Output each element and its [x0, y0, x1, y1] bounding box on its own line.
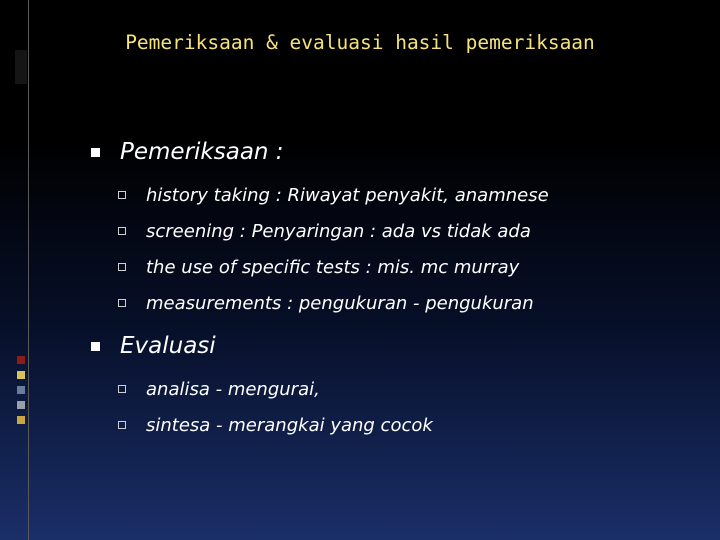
- list-item-text: screening : Penyaringan : ada vs tidak ada: [146, 221, 531, 242]
- left-vertical-rule: [28, 0, 29, 540]
- list-item: [84, 286, 694, 322]
- list-item: [84, 250, 694, 286]
- section-heading-label: Pemeriksaan :: [120, 139, 284, 165]
- list-item-text: the use of specific tests : mis. mc murray: [146, 257, 520, 278]
- list-item-text: measurements : pengukuran - pengukuran: [146, 293, 534, 314]
- list-item-text: history taking : Riwayat penyakit, anamnese: [146, 185, 549, 206]
- section-heading-label: Evaluasi: [120, 333, 216, 359]
- list-item: [84, 214, 694, 250]
- hollow-square-icon: [118, 191, 126, 199]
- list-item: [84, 372, 694, 408]
- sub-bullet-list: [84, 178, 694, 322]
- list-item: [84, 408, 694, 444]
- filled-square-icon: [91, 148, 100, 157]
- filled-square-icon: [91, 342, 100, 351]
- hollow-square-icon: [118, 227, 126, 235]
- list-item: [84, 178, 694, 214]
- list-item-text: analisa - mengurai,: [146, 379, 320, 400]
- accent-square: [17, 416, 25, 424]
- sub-bullet-list: [84, 372, 694, 444]
- hollow-square-icon: [118, 385, 126, 393]
- slide-title: Pemeriksaan & evaluasi hasil pemeriksaan: [125, 31, 595, 54]
- list-item-text: sintesa - merangkai yang cocok: [146, 415, 433, 436]
- accent-block: [15, 50, 27, 84]
- accent-square: [17, 356, 25, 364]
- slide-content: [84, 138, 694, 444]
- accent-square: [17, 386, 25, 394]
- section-heading-pemeriksaan: [84, 138, 694, 166]
- accent-square: [17, 401, 25, 409]
- hollow-square-icon: [118, 263, 126, 271]
- accent-square: [17, 371, 25, 379]
- hollow-square-icon: [118, 421, 126, 429]
- hollow-square-icon: [118, 299, 126, 307]
- section-heading-evaluasi: [84, 332, 694, 360]
